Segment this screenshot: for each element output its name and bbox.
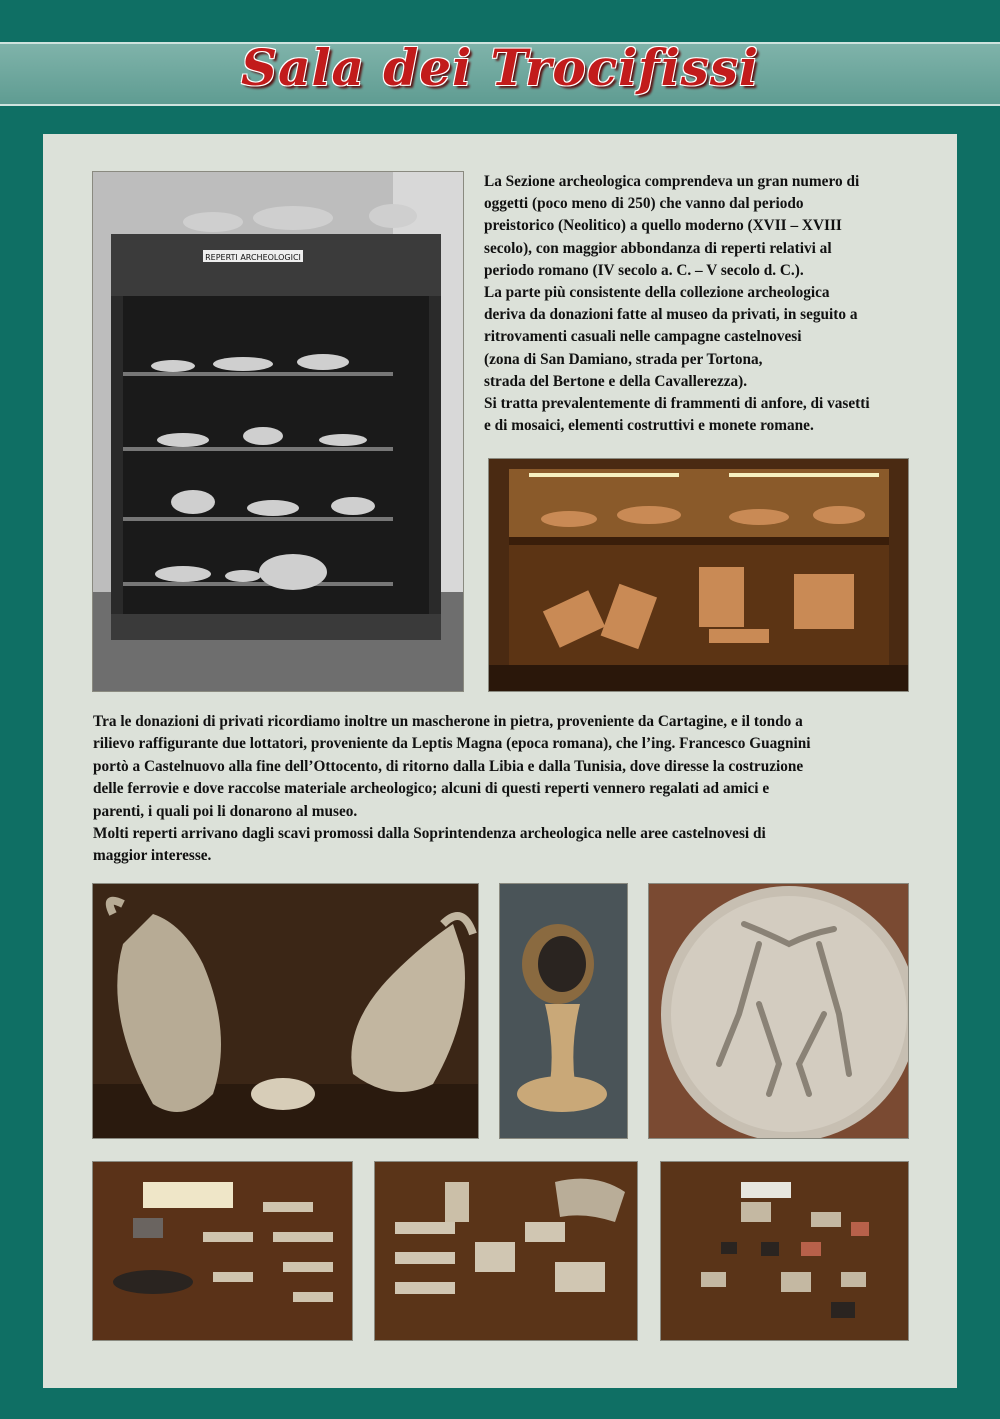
intro-line: e di mosaici, elementi costruttivi e monete romane.	[484, 417, 814, 435]
body-line: Molti reperti arrivano dagli scavi promossi dalla Soprintendenza archeologica nelle aree castelnovesi di	[93, 825, 766, 843]
photo-case-left	[93, 1162, 352, 1340]
intro-line: (zona di San Damiano, strada per Tortona,	[484, 350, 763, 368]
intro-line: preistorico (Neolitico) a quello moderno (XVII – XVIII	[484, 217, 842, 235]
body-text	[93, 711, 923, 868]
photo-ring	[500, 884, 627, 1138]
photo-display-case	[489, 459, 908, 691]
intro-line: La Sezione archeologica comprendeva un gran numero di	[484, 173, 860, 190]
body-line: delle ferrovie e dove raccolse materiale archeologico; alcuni di questi reperti vennero regalati ad amici e	[93, 780, 770, 798]
photo-case-middle	[375, 1162, 637, 1340]
intro-line: La parte più consistente della collezione archeologica	[484, 284, 830, 302]
photo-cabinet-bw	[93, 172, 463, 691]
body-line: rilievo raffigurante due lottatori, proveniente da Leptis Magna (epoca romana), che l’ing. Francesco Guagnini	[93, 735, 811, 753]
intro-line: deriva da donazioni fatte al museo da privati, in seguito a	[484, 306, 858, 324]
body-line: maggior interesse.	[93, 847, 212, 865]
intro-line: strada del Bertone e della Cavallerezza).	[484, 372, 748, 390]
intro-line: oggetti (poco meno di 250) che vanno dal periodo	[484, 195, 804, 213]
intro-line: secolo), con maggior abbondanza di reperti relativi al	[484, 239, 832, 257]
intro-text	[484, 171, 924, 437]
intro-line: Si tratta prevalentemente di frammenti di anfore, di vasetti	[484, 395, 870, 413]
photo-amphorae	[93, 884, 478, 1138]
body-line: portò a Castelnuovo alla fine dell’Ottocento, di ritorno dalla Libia e dalla Tunisia, dove diresse la costruzione	[93, 757, 804, 775]
body-line: parenti, i quali poi li donarono al museo.	[93, 802, 358, 820]
body-line: Tra le donazioni di privati ricordiamo inoltre un mascherone in pietra, proveniente da Cartagine, e il tondo a	[93, 713, 803, 730]
photo-case-right	[661, 1162, 908, 1340]
intro-line: periodo romano (IV secolo a. C. – V secolo d. C.).	[484, 261, 804, 279]
cabinet-sign: REPERTI ARCHEOLOGICI	[205, 253, 301, 262]
intro-line: ritrovamenti casuali nelle campagne castelnovesi	[484, 328, 802, 346]
page-title: Sala dei Trocifissi	[241, 38, 759, 97]
photo-wrestlers-relief	[649, 884, 908, 1138]
